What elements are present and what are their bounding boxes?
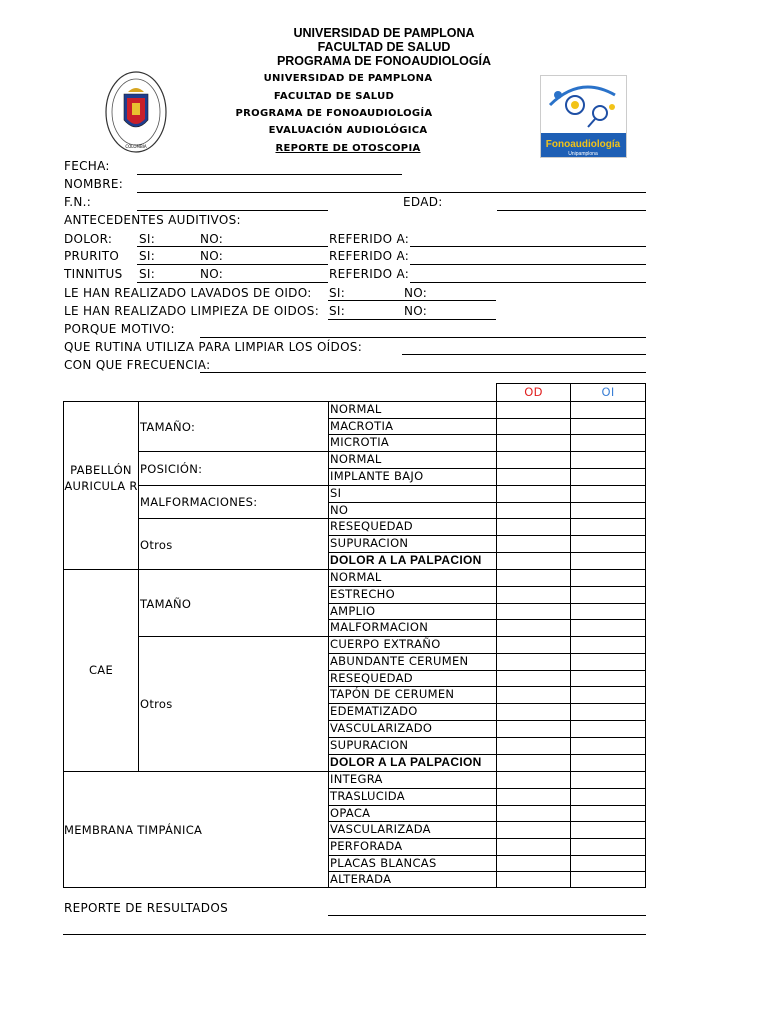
label-cae: CAE — [88, 663, 114, 677]
limpieza-no: NO: — [404, 304, 428, 318]
oi-checkbox-cell[interactable] — [571, 503, 645, 518]
header-university: UNIVERSIDAD DE PAMPLONA — [293, 26, 475, 40]
label-dolor: DOLOR: — [64, 232, 113, 246]
option-item: MALFORMACION — [330, 620, 429, 634]
oi-checkbox-cell[interactable] — [571, 435, 645, 451]
frecuencia-field[interactable] — [200, 372, 646, 373]
od-checkbox-cell[interactable] — [497, 570, 570, 586]
option-item: ESTRECHO — [330, 587, 395, 601]
oi-checkbox-cell[interactable] — [571, 654, 645, 670]
sub-faculty: FACULTAD DE SALUD — [273, 91, 395, 102]
label-reporte: REPORTE DE RESULTADOS — [64, 901, 228, 915]
lavados-field[interactable] — [328, 300, 496, 301]
option-item: AMPLIO — [330, 604, 376, 618]
option-item: PLACAS BLANCAS — [330, 856, 437, 870]
od-checkbox-cell[interactable] — [497, 872, 570, 887]
label-otros-cae: Otros — [140, 697, 173, 711]
prurito-si: SI: — [139, 249, 156, 263]
option-item: VASCULARIZADO — [330, 721, 433, 735]
label-edad: EDAD: — [403, 195, 443, 209]
od-checkbox-cell[interactable] — [497, 738, 570, 754]
fn-field[interactable] — [137, 210, 328, 211]
od-checkbox-cell[interactable] — [497, 839, 570, 855]
seal-text: COLOMBIA — [125, 144, 147, 149]
lavados-si: SI: — [329, 286, 346, 300]
oi-checkbox-cell[interactable] — [571, 419, 645, 434]
od-checkbox-cell[interactable] — [497, 704, 570, 720]
limpieza-si: SI: — [329, 304, 346, 318]
oi-checkbox-cell[interactable] — [571, 721, 645, 737]
option-item: RESEQUEDAD — [330, 671, 413, 685]
oi-checkbox-cell[interactable] — [571, 637, 645, 653]
option-item: DOLOR A LA PALPACION — [330, 553, 482, 567]
oi-checkbox-cell[interactable] — [571, 772, 645, 788]
edad-field[interactable] — [497, 210, 646, 211]
oi-checkbox-cell[interactable] — [571, 536, 645, 552]
label-tamano: TAMAÑO: — [140, 420, 196, 434]
option-item: NORMAL — [330, 570, 382, 584]
option-item: RESEQUEDAD — [330, 519, 413, 533]
option-item: INTEGRA — [330, 772, 383, 786]
label-lavados: LE HAN REALIZADO LAVADOS DE OIDO: — [64, 286, 312, 300]
tinnitus-referido-field[interactable] — [410, 282, 646, 283]
label-prurito: PRURITO — [64, 249, 120, 263]
dolor-referido: REFERIDO A: — [329, 232, 410, 246]
oi-checkbox-cell[interactable] — [571, 486, 645, 502]
od-checkbox-cell[interactable] — [497, 519, 570, 535]
porque-field[interactable] — [200, 337, 646, 338]
oi-checkbox-cell[interactable] — [571, 452, 645, 468]
tinnitus-no: NO: — [200, 267, 224, 281]
option-item: TAPÓN DE CERUMEN — [330, 687, 455, 701]
od-checkbox-cell[interactable] — [497, 604, 570, 619]
sub-program: PROGRAMA DE FONOAUDIOLOGÍA — [235, 108, 433, 119]
option-item: SUPURACION — [330, 536, 409, 550]
reporte-field-2[interactable] — [63, 934, 646, 935]
oi-checkbox-cell[interactable] — [571, 519, 645, 535]
program-logo — [540, 75, 627, 158]
option-item: DOLOR A LA PALPACION — [330, 755, 482, 769]
nombre-field[interactable] — [137, 192, 646, 193]
prurito-referido: REFERIDO A: — [329, 249, 410, 263]
sub-evaluation: EVALUACIÓN AUDIOLÓGICA — [268, 125, 428, 136]
report-title: REPORTE DE OTOSCOPIA — [275, 143, 421, 154]
label-porque: PORQUE MOTIVO: — [64, 322, 175, 336]
label-tinnitus: TINNITUS — [64, 267, 123, 281]
od-checkbox-cell[interactable] — [497, 503, 570, 518]
label-frecuencia: CON QUE FRECUENCIA: — [64, 358, 211, 372]
oi-checkbox-cell[interactable] — [571, 620, 645, 636]
od-checkbox-cell[interactable] — [497, 536, 570, 552]
od-checkbox-cell[interactable] — [497, 452, 570, 468]
option-item: ALTERADA — [330, 872, 392, 886]
od-checkbox-cell[interactable] — [497, 822, 570, 838]
od-checkbox-cell[interactable] — [497, 755, 570, 771]
oi-checkbox-cell[interactable] — [571, 738, 645, 754]
option-item: SUPURACION — [330, 738, 409, 752]
oi-header: OI — [601, 385, 615, 399]
prurito-field[interactable] — [137, 264, 328, 265]
oi-checkbox-cell[interactable] — [571, 604, 645, 619]
reporte-field[interactable] — [328, 915, 646, 916]
label-nombre: NOMBRE: — [64, 177, 124, 191]
oi-checkbox-cell[interactable] — [571, 704, 645, 720]
tinnitus-si: SI: — [139, 267, 156, 281]
od-checkbox-cell[interactable] — [497, 419, 570, 434]
od-checkbox-cell[interactable] — [497, 772, 570, 788]
prurito-referido-field[interactable] — [410, 264, 646, 265]
oi-checkbox-cell[interactable] — [571, 755, 645, 771]
label-antecedentes: ANTECEDENTES AUDITIVOS: — [64, 213, 241, 227]
oi-checkbox-cell[interactable] — [571, 553, 645, 569]
logo-text: Fonoaudiología — [545, 139, 621, 150]
oi-checkbox-cell[interactable] — [571, 806, 645, 821]
university-seal — [104, 70, 168, 154]
option-item: PERFORADA — [330, 839, 403, 853]
od-checkbox-cell[interactable] — [497, 687, 570, 703]
option-item: VASCULARIZADA — [330, 822, 431, 836]
oi-checkbox-cell[interactable] — [571, 469, 645, 485]
header-program: PROGRAMA DE FONOAUDIOLOGÍA — [276, 54, 492, 68]
option-item: NORMAL — [330, 452, 382, 466]
od-checkbox-cell[interactable] — [497, 486, 570, 502]
tinnitus-referido: REFERIDO A: — [329, 267, 410, 281]
prurito-no: NO: — [200, 249, 224, 263]
option-item: SI — [330, 486, 342, 500]
oi-checkbox-cell[interactable] — [571, 587, 645, 603]
option-item: NORMAL — [330, 402, 382, 416]
label-pabellon: PABELLÓN AURICULA R — [64, 463, 138, 493]
limpieza-field[interactable] — [328, 319, 496, 320]
od-header: OD — [524, 385, 543, 399]
od-checkbox-cell[interactable] — [497, 620, 570, 636]
option-item: OPACA — [330, 806, 371, 820]
od-checkbox-cell[interactable] — [497, 789, 570, 805]
od-checkbox-cell[interactable] — [497, 637, 570, 653]
option-item: IMPLANTE BAJO — [330, 469, 424, 483]
option-item: EDEMATIZADO — [330, 704, 418, 718]
label-posicion: POSICIÓN: — [140, 462, 203, 476]
tinnitus-field[interactable] — [137, 282, 328, 283]
dolor-si: SI: — [139, 232, 156, 246]
oi-checkbox-cell[interactable] — [571, 402, 645, 418]
label-membrana: MEMBRANA TIMPÁNICA — [64, 823, 203, 837]
dolor-field[interactable] — [137, 246, 328, 247]
oi-checkbox-cell[interactable] — [571, 872, 645, 887]
label-fecha: FECHA: — [64, 159, 110, 173]
sub-university: UNIVERSIDAD DE PAMPLONA — [263, 73, 433, 84]
oi-checkbox-cell[interactable] — [571, 570, 645, 586]
od-checkbox-cell[interactable] — [497, 553, 570, 569]
od-checkbox-cell[interactable] — [497, 435, 570, 451]
oi-checkbox-cell[interactable] — [571, 856, 645, 871]
label-tamano-cae: TAMAÑO — [140, 597, 192, 611]
od-checkbox-cell[interactable] — [497, 671, 570, 686]
option-item: ABUNDANTE CERUMEN — [330, 654, 469, 668]
option-item: NO — [330, 503, 349, 517]
rutina-field[interactable] — [402, 354, 646, 355]
od-checkbox-cell[interactable] — [497, 721, 570, 737]
dolor-no: NO: — [200, 232, 224, 246]
oi-checkbox-cell[interactable] — [571, 671, 645, 686]
label-otros: Otros — [140, 538, 173, 552]
option-item: TRASLUCIDA — [330, 789, 405, 803]
dolor-referido-field[interactable] — [410, 246, 646, 247]
od-checkbox-cell[interactable] — [497, 806, 570, 821]
header-faculty: FACULTAD DE SALUD — [317, 40, 451, 54]
fecha-field[interactable] — [137, 174, 402, 175]
option-item: CUERPO EXTRAÑO — [330, 637, 441, 651]
logo-sub: Unipamplona — [568, 151, 598, 157]
od-checkbox-cell[interactable] — [497, 587, 570, 603]
oi-checkbox-cell[interactable] — [571, 822, 645, 838]
od-checkbox-cell[interactable] — [497, 654, 570, 670]
od-checkbox-cell[interactable] — [497, 469, 570, 485]
label-fn: F.N.: — [64, 195, 92, 209]
od-checkbox-cell[interactable] — [497, 402, 570, 418]
lavados-no: NO: — [404, 286, 428, 300]
oi-checkbox-cell[interactable] — [571, 839, 645, 855]
label-limpieza: LE HAN REALIZADO LIMPIEZA DE OIDOS: — [64, 304, 320, 318]
oi-checkbox-cell[interactable] — [571, 789, 645, 805]
oi-checkbox-cell[interactable] — [571, 687, 645, 703]
option-item: MACROTIA — [330, 419, 394, 433]
label-malformaciones: MALFORMACIONES: — [140, 495, 258, 509]
option-item: MICROTIA — [330, 435, 390, 449]
od-checkbox-cell[interactable] — [497, 856, 570, 871]
label-rutina: QUE RUTINA UTILIZA PARA LIMPIAR LOS OÍDOS: — [64, 340, 363, 354]
